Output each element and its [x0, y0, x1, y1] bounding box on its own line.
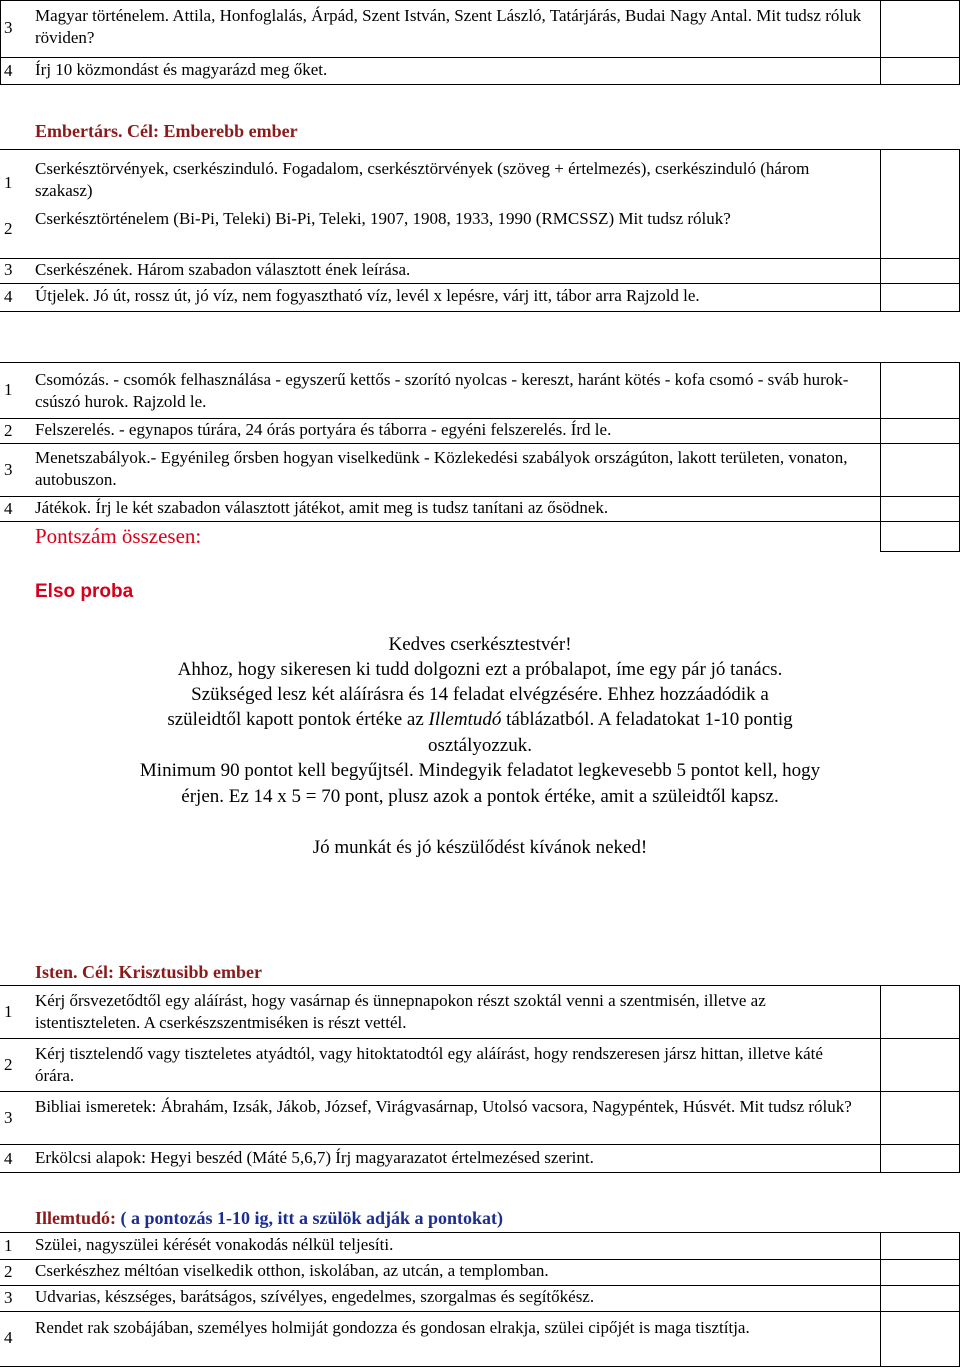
- total-score-label: Pontszám összesen:: [35, 524, 202, 548]
- section-title-embertars: Embertárs. Cél: Emberebb ember: [35, 121, 298, 141]
- illemtudo-italic: Illemtudó: [428, 709, 502, 730]
- intro-line: érjen. Ez 14 x 5 = 70 pont, plusz azok a pontok értéke, amit a szüleidtől kapsz.: [181, 786, 779, 807]
- intro-heading: Elso proba: [35, 581, 134, 602]
- task-text: Cserkésztörvények, cserkészinduló. Fogadalom, cserkésztörvények (szöveg + értelmezés), cserkészinduló (három szakasz): [35, 159, 810, 200]
- intro-line: Ahhoz, hogy sikeresen ki tudd dolgozni ezt a próbalapot, íme egy pár jó tanács.: [177, 659, 783, 680]
- task-text: Menetszabályok.- Egyénileg őrsben hogyan viselkedünk - Közlekedési szabályok országúton, lakott területen, vonaton, autobuszon.: [35, 448, 848, 489]
- intro-line: Szükséged lesz két aláírásra és 14 feladat elvégzésére. Ehhez hozzáadódik a: [191, 684, 769, 705]
- task-text: Cserkészének. Három szabadon választott ének leírása.: [35, 260, 411, 279]
- row-number: 1: [4, 1002, 13, 1021]
- row-number: 2: [4, 1055, 13, 1074]
- row-number: 4: [4, 499, 13, 518]
- intro-line: szüleidtől kapott pontok értéke az Illemtudó táblázatból. A feladatokat 1-10 pontig: [167, 709, 793, 730]
- section-title-isten: Isten. Cél: Krisztusibb ember: [35, 962, 262, 982]
- task-text: Útjelek. Jó út, rossz út, jó víz, nem fogyasztható víz, levél x lepésre, várj itt, tábor arra Rajzold le.: [35, 286, 700, 305]
- intro-line: osztályozzuk.: [428, 735, 532, 756]
- row-number: 4: [4, 1328, 13, 1347]
- row-number: 4: [4, 61, 13, 80]
- task-text: Szülei, nagyszülei kérését vonakodás nélkül teljesíti.: [35, 1235, 394, 1254]
- task-text: Írj 10 közmondást és magyarázd meg őket.: [35, 60, 328, 79]
- task-text: Felszerelés. - egynapos túrára, 24 órás portyára és táborra - egyéni felszerelés. Írd le.: [35, 420, 612, 439]
- row-number: 1: [4, 173, 13, 192]
- row-number: 3: [4, 18, 13, 37]
- closing-line: Jó munkát és jó készülődést kívánok neked!: [312, 837, 648, 858]
- row-number: 4: [4, 1149, 13, 1168]
- row-number: 3: [4, 260, 13, 279]
- row-number: 1: [4, 1236, 13, 1255]
- row-number: 3: [4, 1108, 13, 1127]
- row-number: 1: [4, 380, 13, 399]
- task-text: Erkölcsi alapok: Hegyi beszéd (Máté 5,6,7) Írj magyarazatot értelmezésed szerint.: [35, 1148, 594, 1167]
- task-text: Cserkészhez méltóan viselkedik otthon, iskolában, az utcán, a templomban.: [35, 1261, 549, 1280]
- task-text: Magyar történelem. Attila, Honfoglalás, Árpád, Szent István, Szent László, Tatárjárás, Budai Nagy Antal. Mit tudsz róluk röviden?: [35, 6, 862, 47]
- row-number: 2: [4, 219, 13, 238]
- row-number: 2: [4, 421, 13, 440]
- task-text: Csomózás. - csomók felhasználása - egyszerű kettős - szorító nyolcas - kereszt, haránt kötés - kofa csomó - sváb hurok- csúszó hurok. Rajzold le.: [35, 370, 849, 411]
- task-text: Rendet rak szobájában, személyes holmiját gondozza és gondosan elrakja, szülei cipőjét is maga tisztítja.: [35, 1318, 750, 1337]
- row-number: 3: [4, 460, 13, 479]
- intro-line: Minimum 90 pontot kell begyűjtsél. Mindegyik feladatot legkevesebb 5 pontot kell, hogy: [139, 760, 821, 781]
- task-text: Cserkésztörténelem (Bi-Pi, Teleki) Bi-Pi, Teleki, 1907, 1908, 1933, 1990 (RMCSSZ) Mit tudsz róluk?: [35, 209, 731, 228]
- task-text: Bibliai ismeretek: Ábrahám, Izsák, Jákob, József, Virágvasárnap, Utolsó vacsora, Nagypéntek, Húsvét. Mit tudsz róluk?: [35, 1097, 852, 1116]
- task-text: Udvarias, készséges, barátságos, szívélyes, engedelmes, szorgalmas és segítőkész.: [35, 1287, 595, 1306]
- task-text: Játékok. Írj le két szabadon választott játékot, amit meg is tudsz tanítani az ősödnek.: [35, 498, 609, 517]
- section-title-illemtudo: Illemtudó: ( a pontozás 1-10 ig, itt a szülök adják a pontokat): [35, 1208, 504, 1228]
- task-text: Kérj tisztelendő vagy tiszteletes atyádtól, vagy hitoktatodtól egy aláírást, hogy rendszeresen jársz hittan, illetve káté órára.: [35, 1044, 823, 1085]
- task-text: Kérj őrsvezetődtől egy aláírást, hogy vasárnap és ünnepnapokon részt szoktál venni a szentmisén, illetve az istentiszteleten. A cserkészszentmiséken is részt vettél.: [35, 991, 766, 1032]
- row-number: 3: [4, 1288, 13, 1307]
- row-number: 2: [4, 1262, 13, 1281]
- row-number: 4: [4, 287, 13, 306]
- greeting: Kedves cserkésztestvér!: [388, 634, 572, 655]
